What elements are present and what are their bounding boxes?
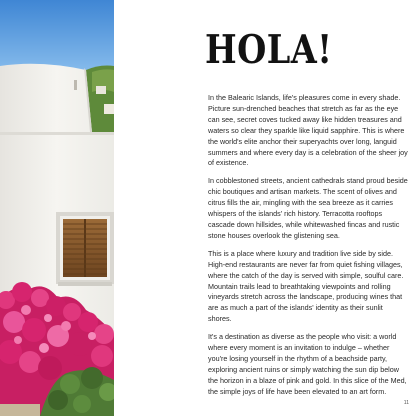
paragraph: In cobblestoned streets, ancient cathedrals stand proud beside chic boutiques and artisan markets. The scent of olives and citrus fills the air, mingling with the sea breeze as it carries whispers of the islands' rich history. Terracotta rooftops cascade down hillsides, while whitewashed fincas and rustic stone houses overlook the glistening sea.: [208, 176, 408, 240]
paragraph: In the Balearic Islands, life's pleasures come in every shade. Picture sun-drenched beaches that stretch as far as the eye can see, secret coves tucked away like hidden treasures and waters so clear they sparkle like liquid sapphire. This is where the world's elite anchor their superyachts over long, languid summers and where every day is a celebration of the sheer joy of existence.: [208, 93, 408, 168]
paragraph: It's a destination as diverse as the people who visit: a world where every moment is an invitation to indulge – whether you're losing yourself in the rhythm of a beachside party, exploring ancient ruins or simply watching the sun dip below the horizon in a blaze of pink and gold. In this slice of the Med, the simple joys of life have been elevated to an art form.: [208, 332, 407, 396]
paragraph: This is a place where luxury and tradition live side by side. High-end restaurants are never far from quiet fishing villages, where the catch of the day is served with simple, soulful care. Mountain trails lead to breathtaking viewpoints and rolling vineyards stretch across the landscape, producing wines that are as much a part of the islands' identity as their sunlit shores.: [208, 248, 404, 324]
shuttered-window: [56, 212, 114, 286]
page-number: 11: [403, 400, 409, 406]
page-title: HOLA!: [205, 27, 333, 73]
article-body: [208, 93, 408, 405]
island-house-photo: [0, 0, 114, 416]
